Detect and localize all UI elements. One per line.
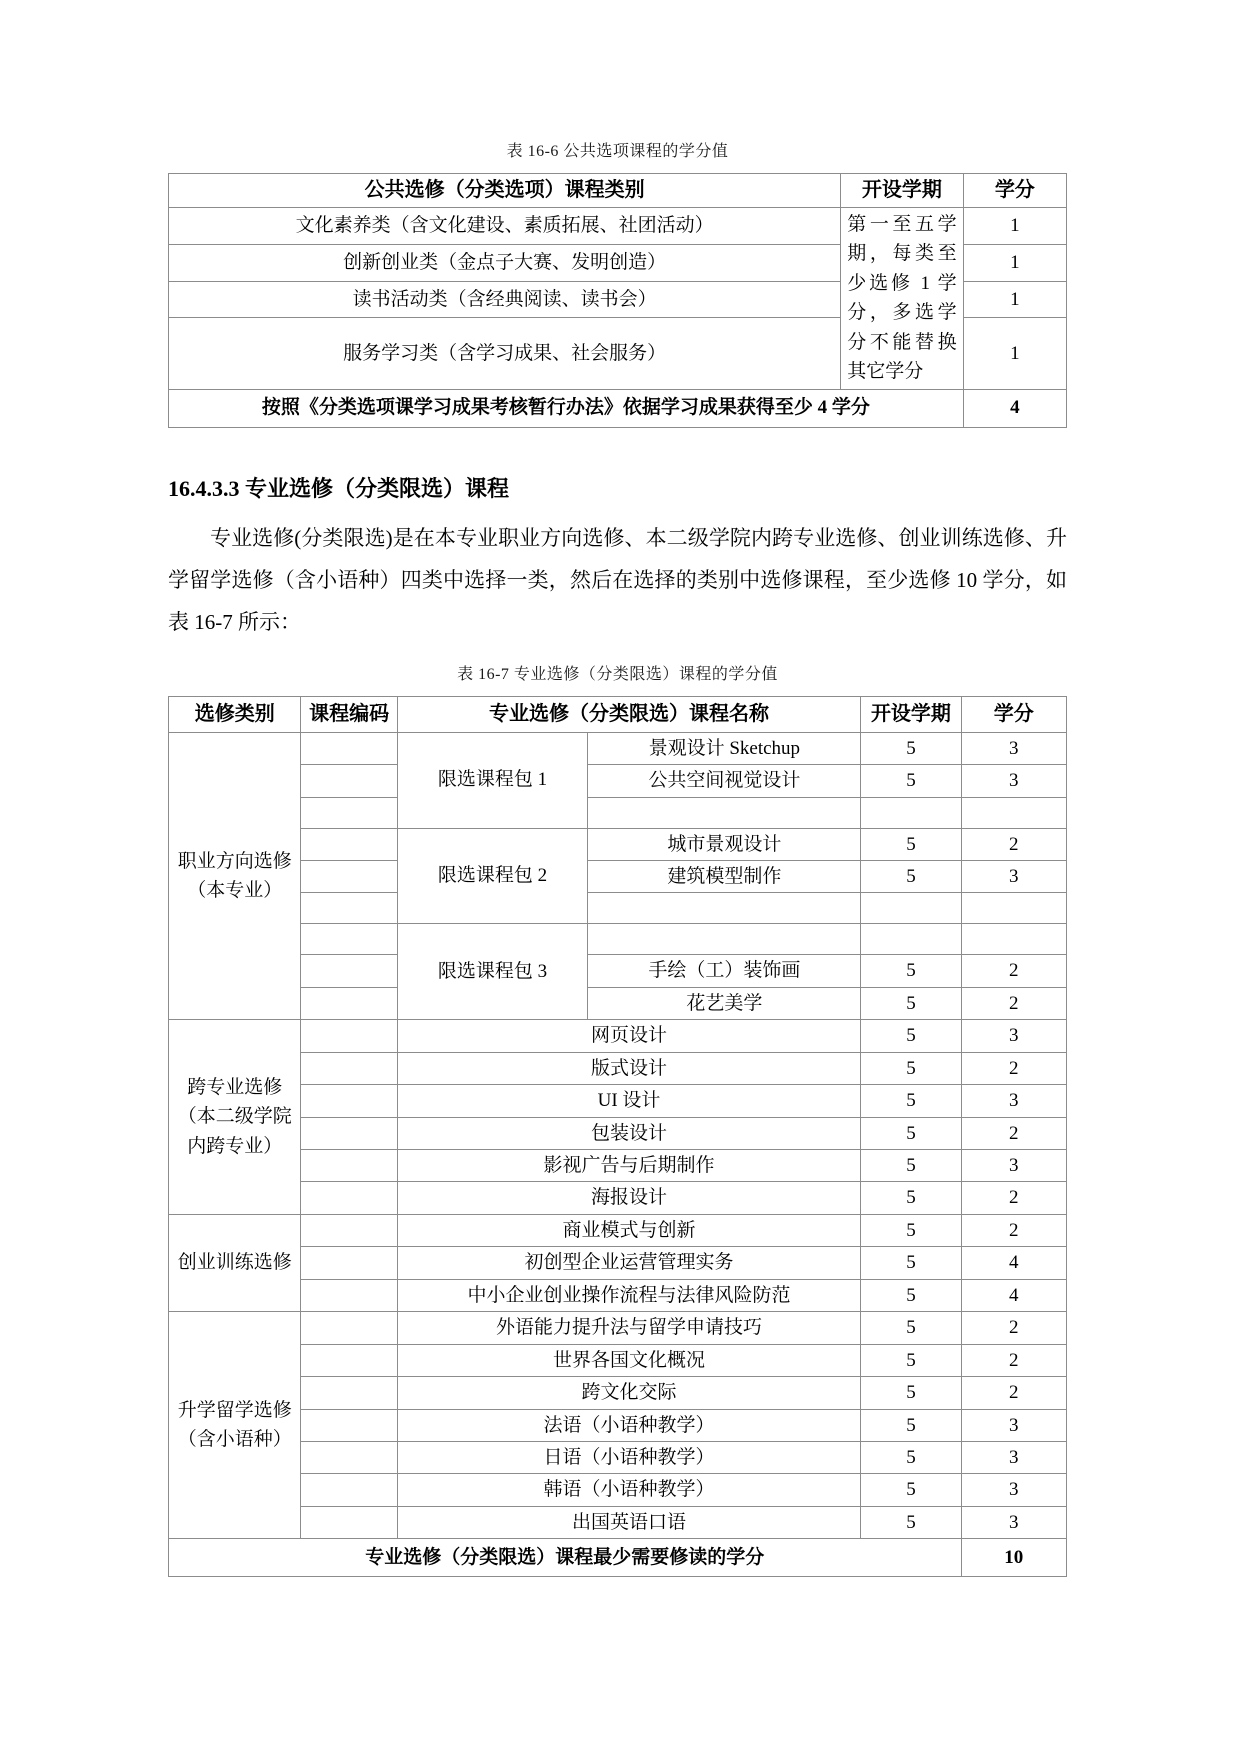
cell-section-label: 升学留学选修（含小语种） xyxy=(169,1312,301,1539)
cell-category: 服务学习类（含学习成果、社会服务） xyxy=(169,318,841,389)
table-row xyxy=(169,765,1067,797)
cell-credit: 2 xyxy=(961,1052,1066,1084)
cell-course-name: 版式设计 xyxy=(397,1052,861,1084)
cell-credit: 3 xyxy=(961,765,1066,797)
cell-course-name: 海报设计 xyxy=(397,1182,861,1214)
cell-semester: 5 xyxy=(861,1150,961,1182)
cell-semester-note: 第一至五学期，每类至少选修 1 学分，多选学分不能替换其它学分 xyxy=(841,208,963,390)
header-category: 公共选修（分类选项）课程类别 xyxy=(169,174,841,208)
cell-credit xyxy=(961,893,1066,924)
cell-semester: 5 xyxy=(861,1182,961,1214)
cell-credit xyxy=(961,924,1066,955)
cell-semester: 5 xyxy=(861,1052,961,1084)
table-row xyxy=(169,1344,1067,1376)
table-row xyxy=(169,1377,1067,1409)
cell-course-name: 包装设计 xyxy=(397,1117,861,1149)
cell-semester: 5 xyxy=(861,1441,961,1473)
table-row xyxy=(169,1312,1067,1344)
table-row xyxy=(169,1441,1067,1473)
cell-semester: 5 xyxy=(861,987,961,1019)
cell-credit: 3 xyxy=(961,1441,1066,1473)
cell-semester: 5 xyxy=(861,1085,961,1117)
cell-credit: 2 xyxy=(961,955,1066,987)
cell-course-code xyxy=(301,1052,397,1084)
table-row xyxy=(169,987,1067,1019)
cell-credit: 3 xyxy=(961,1150,1066,1182)
cell-credit: 1 xyxy=(963,244,1066,281)
table-row xyxy=(169,1247,1067,1279)
cell-credit: 1 xyxy=(963,281,1066,318)
cell-semester: 5 xyxy=(861,828,961,860)
cell-credit: 4 xyxy=(961,1279,1066,1311)
cell-credit: 2 xyxy=(961,828,1066,860)
cell-semester: 5 xyxy=(861,1474,961,1506)
cell-semester: 5 xyxy=(861,732,961,764)
cell-course-name xyxy=(588,924,861,955)
cell-semester: 5 xyxy=(861,1506,961,1538)
cell-course-name: 网页设计 xyxy=(397,1020,861,1052)
cell-credit: 3 xyxy=(961,1506,1066,1538)
cell-credit: 1 xyxy=(963,318,1066,389)
cell-course-name: 中小企业创业操作流程与法律风险防范 xyxy=(397,1279,861,1311)
cell-semester: 5 xyxy=(861,955,961,987)
cell-semester xyxy=(861,797,961,828)
cell-course-code xyxy=(301,1214,397,1246)
cell-semester: 5 xyxy=(861,765,961,797)
table-header-row xyxy=(169,174,1067,208)
cell-package-label: 限选课程包 3 xyxy=(397,924,588,1020)
cell-semester: 5 xyxy=(861,1247,961,1279)
cell-credit: 3 xyxy=(961,732,1066,764)
cell-course-name: 外语能力提升法与留学申请技巧 xyxy=(397,1312,861,1344)
table-16-7-caption: 表 16-7 专业选修（分类限选）课程的学分值 xyxy=(457,665,778,683)
cell-course-name: 公共空间视觉设计 xyxy=(588,765,861,797)
cell-course-code xyxy=(301,987,397,1019)
cell-semester xyxy=(861,924,961,955)
cell-credit: 2 xyxy=(961,1344,1066,1376)
cell-course-name: 韩语（小语种教学） xyxy=(397,1474,861,1506)
cell-course-name xyxy=(588,797,861,828)
cell-credit: 2 xyxy=(961,1182,1066,1214)
body-paragraph: 专业选修(分类限选)是在本专业职业方向选修、本二级学院内跨专业选修、创业训练选修、升学留学选修（含小语种）四类中选择一类，然后在选择的类别中选修课程，至少选修 10 学分，如表 16-7 所示： xyxy=(168,525,1067,634)
cell-course-code xyxy=(301,1377,397,1409)
cell-credit: 3 xyxy=(961,860,1066,892)
cell-credit: 2 xyxy=(961,987,1066,1019)
cell-course-code xyxy=(301,1409,397,1441)
table-row xyxy=(169,955,1067,987)
cell-credit: 3 xyxy=(961,1085,1066,1117)
cell-package-label: 限选课程包 2 xyxy=(397,828,588,924)
cell-course-name: 手绘（工）装饰画 xyxy=(588,955,861,987)
cell-course-name: 日语（小语种教学） xyxy=(397,1441,861,1473)
table-row xyxy=(169,893,1067,924)
cell-course-code xyxy=(301,1312,397,1344)
cell-course-code xyxy=(301,1182,397,1214)
cell-course-code xyxy=(301,1117,397,1149)
cell-course-code xyxy=(301,955,397,987)
table-row xyxy=(169,828,1067,860)
cell-semester: 5 xyxy=(861,1020,961,1052)
cell-semester: 5 xyxy=(861,1409,961,1441)
section-heading: 16.4.3.3 专业选修（分类限选）课程 xyxy=(168,475,510,501)
cell-package-label: 限选课程包 1 xyxy=(397,732,588,828)
header-credit: 学分 xyxy=(961,696,1066,732)
cell-course-name: 世界各国文化概况 xyxy=(397,1344,861,1376)
cell-course-code xyxy=(301,1506,397,1538)
cell-course-code xyxy=(301,797,397,828)
table-row xyxy=(169,1279,1067,1311)
cell-section-label: 职业方向选修（本专业） xyxy=(169,732,301,1020)
cell-course-name: 花艺美学 xyxy=(588,987,861,1019)
table-row xyxy=(169,732,1067,764)
cell-course-code xyxy=(301,1474,397,1506)
cell-semester xyxy=(861,893,961,924)
cell-course-code xyxy=(301,828,397,860)
cell-semester: 5 xyxy=(861,1377,961,1409)
major-elective-table xyxy=(168,696,1067,1578)
cell-course-name: 景观设计 Sketchup xyxy=(588,732,861,764)
cell-category: 创新创业类（金点子大赛、发明创造） xyxy=(169,244,841,281)
cell-course-code xyxy=(301,1085,397,1117)
table-row xyxy=(169,1214,1067,1246)
table-header-row xyxy=(169,696,1067,732)
footer-label: 按照《分类选项课学习成果考核暂行办法》依据学习成果获得至少 4 学分 xyxy=(169,389,964,427)
cell-credit: 1 xyxy=(963,208,1066,245)
header-semester: 开设学期 xyxy=(841,174,963,208)
table-row xyxy=(169,1506,1067,1538)
cell-semester: 5 xyxy=(861,1279,961,1311)
cell-course-code xyxy=(301,1441,397,1473)
cell-category: 读书活动类（含经典阅读、读书会） xyxy=(169,281,841,318)
table-row xyxy=(169,1150,1067,1182)
cell-credit: 3 xyxy=(961,1409,1066,1441)
header-credit: 学分 xyxy=(963,174,1066,208)
header-code: 课程编码 xyxy=(301,696,397,732)
cell-course-name: 建筑模型制作 xyxy=(588,860,861,892)
cell-course-name: 法语（小语种教学） xyxy=(397,1409,861,1441)
cell-course-code xyxy=(301,732,397,764)
footer-credit: 4 xyxy=(963,389,1066,427)
cell-course-name: 影视广告与后期制作 xyxy=(397,1150,861,1182)
cell-semester: 5 xyxy=(861,860,961,892)
cell-course-code xyxy=(301,893,397,924)
cell-course-name: 初创型企业运营管理实务 xyxy=(397,1247,861,1279)
cell-credit: 2 xyxy=(961,1377,1066,1409)
cell-semester: 5 xyxy=(861,1117,961,1149)
cell-course-code xyxy=(301,1279,397,1311)
cell-course-code xyxy=(301,924,397,955)
cell-course-name: 商业模式与创新 xyxy=(397,1214,861,1246)
footer-label: 专业选修（分类限选）课程最少需要修读的学分 xyxy=(169,1539,962,1577)
table-row xyxy=(169,797,1067,828)
cell-course-name: 跨文化交际 xyxy=(397,1377,861,1409)
cell-course-code xyxy=(301,860,397,892)
table-row xyxy=(169,1020,1067,1052)
cell-course-name: 出国英语口语 xyxy=(397,1506,861,1538)
cell-semester: 5 xyxy=(861,1312,961,1344)
cell-course-code xyxy=(301,1020,397,1052)
header-course-name: 专业选修（分类限选）课程名称 xyxy=(397,696,861,732)
table-row xyxy=(169,860,1067,892)
table-row xyxy=(169,924,1067,955)
header-semester: 开设学期 xyxy=(861,696,961,732)
table-16-6-caption: 表 16-6 公共选项课程的学分值 xyxy=(506,143,729,160)
table-row xyxy=(169,1052,1067,1084)
cell-credit: 3 xyxy=(961,1020,1066,1052)
table-row xyxy=(169,1409,1067,1441)
cell-credit: 2 xyxy=(961,1117,1066,1149)
cell-course-code xyxy=(301,1150,397,1182)
cell-credit: 2 xyxy=(961,1312,1066,1344)
cell-course-name: UI 设计 xyxy=(397,1085,861,1117)
footer-credit: 10 xyxy=(961,1539,1066,1577)
table-row xyxy=(169,1117,1067,1149)
table-row xyxy=(169,208,1067,245)
public-elective-table xyxy=(168,173,1067,428)
cell-course-name xyxy=(588,893,861,924)
header-type: 选修类别 xyxy=(169,696,301,732)
cell-course-name: 城市景观设计 xyxy=(588,828,861,860)
cell-semester: 5 xyxy=(861,1344,961,1376)
table-row xyxy=(169,1474,1067,1506)
cell-credit xyxy=(961,797,1066,828)
cell-credit: 3 xyxy=(961,1474,1066,1506)
cell-section-label: 跨专业选修（本二级学院内跨专业） xyxy=(169,1020,301,1215)
cell-course-code xyxy=(301,1344,397,1376)
table-row xyxy=(169,1085,1067,1117)
cell-semester: 5 xyxy=(861,1214,961,1246)
table-footer-row xyxy=(169,1539,1067,1577)
cell-course-code xyxy=(301,765,397,797)
table-footer-row xyxy=(169,389,1067,427)
cell-credit: 2 xyxy=(961,1214,1066,1246)
cell-category: 文化素养类（含文化建设、素质拓展、社团活动） xyxy=(169,208,841,245)
cell-course-code xyxy=(301,1247,397,1279)
cell-section-label: 创业训练选修 xyxy=(169,1214,301,1311)
table-row xyxy=(169,1182,1067,1214)
cell-credit: 4 xyxy=(961,1247,1066,1279)
